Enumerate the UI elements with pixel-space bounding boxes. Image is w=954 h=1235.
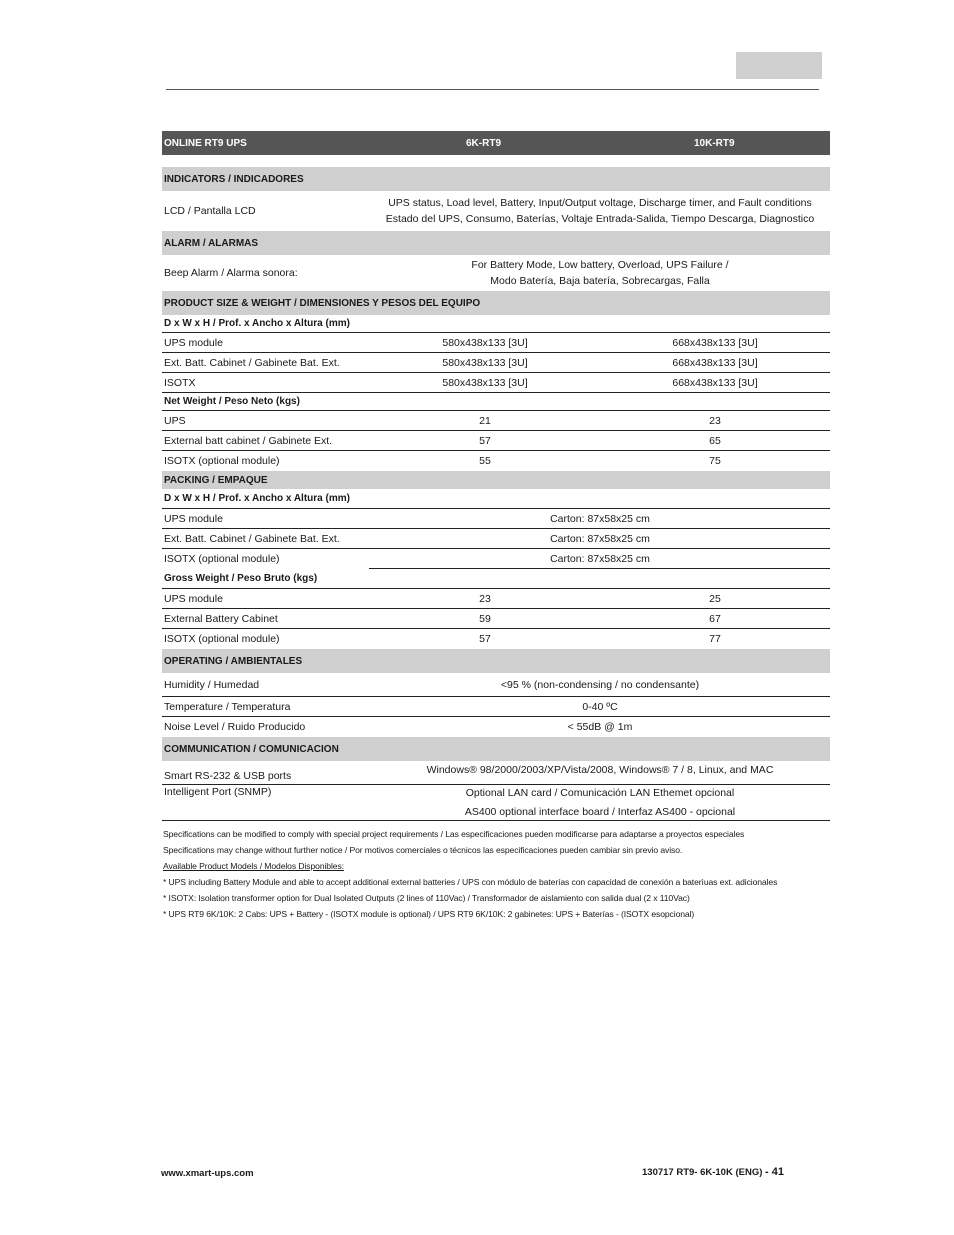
table-header xyxy=(162,131,830,155)
table-row xyxy=(162,785,830,821)
row-label: Ext. Batt. Cabinet / Gabinete Bat. Ext. xyxy=(164,532,340,545)
table-row xyxy=(162,549,830,569)
os-support-value: Windows® 98/2000/2003/XP/Vista/2008, Windows® 7 / 8, Linux, and MAC xyxy=(426,764,774,776)
table-row xyxy=(162,373,830,393)
value-10k: 67 xyxy=(709,612,721,625)
noise-value: < 55dB @ 1m xyxy=(567,721,633,733)
row-value xyxy=(370,529,830,548)
row-label: UPS module xyxy=(164,336,223,349)
row-label: LCD / Pantalla LCD xyxy=(164,205,256,217)
table-row xyxy=(162,761,830,785)
column-10k: 10K-RT9 xyxy=(694,137,735,149)
section-alarm xyxy=(162,231,830,255)
note-line: Specifications may change without further notice / Por motivos comerciales o técnicos las especificaciones pueden cambiar sin previo aviso. xyxy=(163,845,683,855)
product-title: ONLINE RT9 UPS xyxy=(164,137,247,149)
snmp-line-2: AS400 optional interface board / Interfaz AS400 - opcional xyxy=(464,805,736,818)
subsection-gross-weight xyxy=(162,569,830,589)
subsection-packing-dimensions xyxy=(162,489,830,509)
humidity-value: <95 % (non-condensing / no condensante) xyxy=(500,678,700,691)
value-6k: 55 xyxy=(479,455,491,467)
packing-value: Carton: 87x58x25 cm xyxy=(550,512,650,525)
value-10k: 668x438x133 [3U] xyxy=(672,336,758,349)
row-label: Beep Alarm / Alarma sonora: xyxy=(164,267,298,279)
subsection-dimensions xyxy=(162,315,830,333)
note-line: * ISOTX: Isolation transformer option for Dual Isolated Outputs (2 lines of 110Vac) / Transformador de aislamiento con salida dual (2 x 110Vac) xyxy=(163,893,690,903)
lcd-line-1: UPS status, Load level, Battery, Input/Output voltage, Discharge timer, and Fault conditions xyxy=(388,197,812,209)
beep-line-1: For Battery Mode, Low battery, Overload, UPS Failure / xyxy=(471,259,729,271)
row-label: Ext. Batt. Cabinet / Gabinete Bat. Ext. xyxy=(164,356,340,369)
row-label: Smart RS-232 & USB ports xyxy=(164,769,292,782)
subsection-title: D x W x H / Prof. x Ancho x Altura (mm) xyxy=(164,318,350,329)
snmp-line-1: Optional LAN card / Comunicación LAN Ethemet opcional xyxy=(465,786,735,799)
subsection-title: Gross Weight / Peso Bruto (kgs) xyxy=(164,573,318,584)
table-row xyxy=(162,609,830,629)
row-value xyxy=(370,509,830,528)
row-label: External batt cabinet / Gabinete Ext. xyxy=(164,434,333,447)
table-row xyxy=(162,717,830,737)
subsection-net-weight xyxy=(162,393,830,411)
value-6k: 580x438x133 [3U] xyxy=(442,336,528,349)
note-models-heading: Available Product Models / Modelos Disponibles: xyxy=(163,861,344,871)
value-10k: 75 xyxy=(709,455,721,467)
header-tab-box xyxy=(736,52,822,79)
footer-website: www.xmart-ups.com xyxy=(161,1168,254,1179)
section-indicators xyxy=(162,167,830,191)
subsection-title: Net Weight / Peso Neto (kgs) xyxy=(164,396,300,407)
lcd-line-2: Estado del UPS, Consumo, Baterías, Voltaje Entrada-Salida, Tiempo Descarga, Diagnostico xyxy=(385,213,815,225)
footer-doc-ref xyxy=(642,1166,784,1178)
footnotes xyxy=(163,826,843,922)
row-label: Humidity / Humedad xyxy=(164,678,260,691)
table-row xyxy=(162,673,830,697)
value-6k: 580x438x133 [3U] xyxy=(442,356,528,369)
table-row xyxy=(162,529,830,549)
value-10k: 25 xyxy=(709,592,721,605)
table-row xyxy=(162,353,830,373)
table-row xyxy=(162,191,830,231)
section-packing xyxy=(162,471,830,489)
row-label: ISOTX xyxy=(164,376,196,389)
section-title: ALARM / ALARMAS xyxy=(164,237,259,249)
value-10k: 77 xyxy=(709,633,721,645)
table-row xyxy=(162,629,830,649)
row-label: UPS module xyxy=(164,512,223,525)
table-row xyxy=(162,451,830,471)
row-label: External Battery Cabinet xyxy=(164,612,278,625)
packing-value: Carton: 87x58x25 cm xyxy=(550,553,650,565)
table-row xyxy=(162,255,830,291)
table-row xyxy=(162,411,830,431)
beep-line-2: Modo Batería, Baja batería, Sobrecargas, Falla xyxy=(490,275,710,287)
value-6k: 580x438x133 [3U] xyxy=(442,376,528,389)
row-label: ISOTX (optional module) xyxy=(164,553,280,565)
top-rule xyxy=(166,89,819,90)
value-6k: 59 xyxy=(479,612,491,625)
column-6k: 6K-RT9 xyxy=(466,137,502,149)
value-6k: 21 xyxy=(479,414,491,427)
row-label: Intelligent Port (SNMP) xyxy=(164,786,272,798)
packing-value: Carton: 87x58x25 cm xyxy=(550,532,650,545)
table-row xyxy=(162,333,830,353)
table-row xyxy=(162,431,830,451)
row-label: ISOTX (optional module) xyxy=(164,633,280,645)
value-6k: 57 xyxy=(479,434,491,447)
value-6k: 23 xyxy=(479,592,491,605)
subsection-title: D x W x H / Prof. x Ancho x Altura (mm) xyxy=(164,493,350,504)
value-10k: 23 xyxy=(709,414,721,427)
section-communication xyxy=(162,737,830,761)
row-value xyxy=(370,673,830,696)
row-label: ISOTX (optional module) xyxy=(164,455,280,467)
row-label: Noise Level / Ruido Producido xyxy=(164,721,306,733)
row-value xyxy=(370,549,830,569)
table-row xyxy=(162,589,830,609)
note-line: * UPS including Battery Module and able to accept additional external batteries / UPS con módulo de baterías con capacidad de conexión a baterìuas ext. adicionales xyxy=(163,877,778,887)
table-row xyxy=(162,697,830,717)
note-line: * UPS RT9 6K/10K: 2 Cabs: UPS + Battery - (ISOTX module is optional) / UPS RT9 6K/10K: 2 gabinetes: UPS + Baterías - (ISOTX esopcional) xyxy=(163,909,695,919)
note-line: Specifications can be modified to comply with special project requirements / Las especificaciones pueden modificarse para adaptarse a proyectos especiales xyxy=(163,829,745,839)
page-number: - 41 xyxy=(765,1166,784,1178)
value-6k: 57 xyxy=(479,633,491,645)
row-value xyxy=(370,761,830,784)
section-size-weight xyxy=(162,291,830,315)
temperature-value: 0-40 ºC xyxy=(582,700,618,713)
section-title: INDICATORS / INDICADORES xyxy=(164,173,304,185)
row-value xyxy=(370,785,830,820)
section-title: PRODUCT SIZE & WEIGHT / DIMENSIONES Y PESOS DEL EQUIPO xyxy=(164,297,481,309)
row-value xyxy=(370,255,830,291)
row-value xyxy=(370,697,830,716)
value-10k: 65 xyxy=(709,434,721,447)
row-label: UPS xyxy=(164,414,186,427)
value-10k: 668x438x133 [3U] xyxy=(672,356,758,369)
row-value xyxy=(370,191,830,231)
row-value xyxy=(370,717,830,737)
section-title: COMMUNICATION / COMUNICACION xyxy=(164,743,339,755)
spec-table xyxy=(162,131,830,821)
doc-reference: 130717 RT9- 6K-10K (ENG) xyxy=(642,1167,763,1178)
row-label: UPS module xyxy=(164,592,223,605)
section-title: OPERATING / AMBIENTALES xyxy=(164,655,303,667)
value-10k: 668x438x133 [3U] xyxy=(672,376,758,389)
table-row xyxy=(162,509,830,529)
spacer xyxy=(162,155,830,167)
section-title: PACKING / EMPAQUE xyxy=(164,474,268,486)
row-label: Temperature / Temperatura xyxy=(164,700,291,713)
section-operating xyxy=(162,649,830,673)
